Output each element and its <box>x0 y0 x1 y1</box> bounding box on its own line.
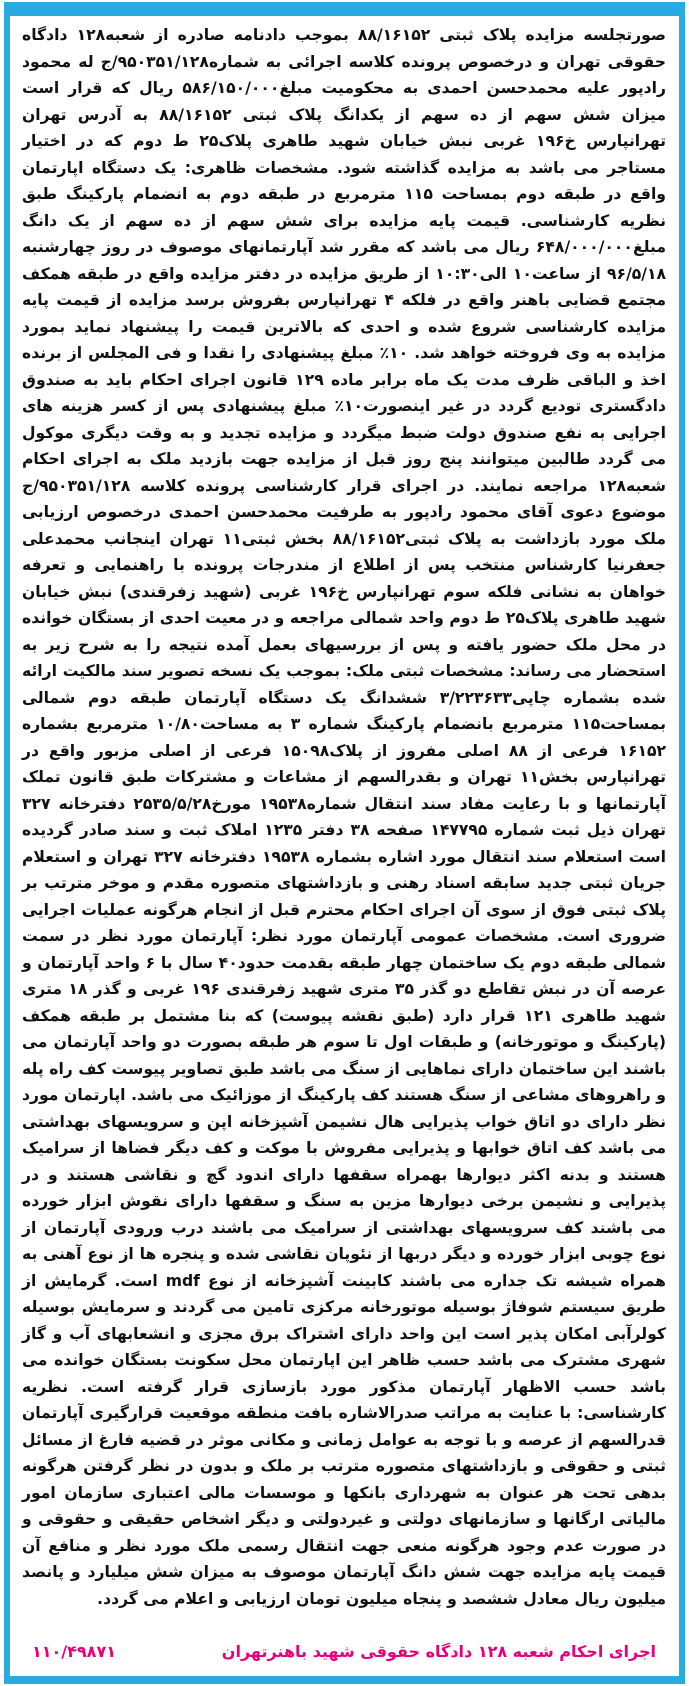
footer-issuer: اجرای احکام شعبه ۱۲۸ دادگاه حقوقی شهید باهنرتهران <box>221 1641 656 1661</box>
notice-footer <box>20 1637 668 1665</box>
auction-notice-body <box>22 22 666 1612</box>
footer-code: ۱۱۰/۴۹۸۷۱ <box>32 1641 116 1661</box>
notice-text: صورتجلسه مزایده پلاک ثبتی ۸۸/۱۶۱۵۲ بموجب دادنامه صادره از شعبه۱۲۸ دادگاه حقوقی تهران و درخصوص پرونده کلاسه اجرائی به شماره۹۵۰۳۵۱/۱۲۸/ج له محمود رادپور علیه محمدحسن احمدی به محکومیت مبلغ۵۸۶/۱۵۰/۰۰۰ ریال که قرار است میزان شش سهم از ده سهم از یکدانگ پلاک ثبتی ۸۸/۱۶۱۵۲ به آدرس تهران تهرانپارس خ۱۹۶ غربی نبش خیابان شهید طاهری پلاک۲۵ ط دوم که در اختیار مستاجر می باشد به مزایده گذاشته شود. مشخصات ظاهری: یک دستگاه اپارتمان واقع در طبقه دوم بمساحت ۱۱۵ مترمربع در طبقه دوم به انضمام پارکینگ طبق نظریه کارشناسی. قیمت پایه مزایده برای شش سهم از ده سهم از یک دانگ مبلغ۶۴۸/۰۰۰/۰۰۰ ریال می باشد که مقرر شد آپارتمانهای موصوف در روز چهارشنبه ۹۶/۵/۱۸ از ساعت۱۰ الی۱۰:۳۰ از طریق مزایده در دفتر مزایده واقع در طبقه همکف مجتمع قضایی باهنر واقع در فلکه ۴ تهرانپارس بفروش برسد مزایده از قیمت پایه مزایده کارشناسی شروع شده و احدی که بالاترین قیمت را پیشنهاد نماید بمورد مزایده به وی فروخته خواهد شد. ۱۰٪ مبلغ پیشنهادی را نقدا و فی المجلس از برنده اخذ و الباقی ظرف مدت یک ماه برابر ماده ۱۲۹ قانون اجرای احکام باید به صندوق دادگستری تودیع گردد در غیر اینصورت۱۰٪ مبلغ پیشنهادی پس از کسر هزینه های اجرایی به نفع صندوق دولت ضبط میگردد و مزایده تجدید و به وقت دیگری موکول می گردد طالبین میتوانند پنج روز قبل از مزایده جهت بازدید ملک به اجرای احکام شعبه۱۲۸ مراجعه نمایند. در اجرای قرار کارشناسی پرونده کلاسه ۹۵۰۳۵۱/۱۲۸/ج موضوع دعوی آقای محمود رادپور به طرفیت محمدحسن احمدی درخصوص ارزیابی ملک مورد بازداشت به پلاک ثبتی۸۸/۱۶۱۵۲ بخش ثبتی۱۱ تهران اینجانب محمدعلی جعفرنیا کارشناس منتخب پس از اطلاع از مندرجات پرونده با راهنمایی و تعرفه خواهان به نشانی فلکه سوم تهرانپارس خ۱۹۶ غربی (شهید زفرقندی) نبش خیابان شهید طاهری پلاک۲۵ ط دوم واحد شمالی مراجعه و در معیت احدی از بستگان خوانده در محل ملک حضور یافته و پس از بررسیهای بعمل آمده نتیجه را به شرح زیر به استحضار می رساند: مشخصات ثبتی ملک: بموجب یک نسخه تصویر سند مالکیت ارائه شده بشماره چاپی۳/۲۲۳۶۳۳ ششدانگ یک دستگاه آپارتمان طبقه دوم شمالی بمساحت۱۱۵ مترمربع بانضمام پارکینگ شماره ۳ به مساحت۱۰/۸۰ مترمربع بشماره ۱۶۱۵۲ فرعی از ۸۸ اصلی مفروز از پلاک۱۵۰۹۸ فرعی از اصلی مزبور واقع در تهرانپارس بخش۱۱ تهران و بقدرالسهم از مشاعات و مشترکات طبق قانون تملک آپارتمانها و با رعایت مفاد سند انتقال شماره۱۹۵۳۸ مورخ۲۵۳۵/۵/۲۸ دفترخانه ۳۲۷ تهران ذیل ثبت شماره ۱۴۷۷۹۵ صفحه ۳۸ دفتر ۱۲۳۵ املاک ثبت و سند صادر گردیده است استعلام سند انتقال مورد اشاره بشماره ۱۹۵۳۸ دفترخانه ۳۲۷ تهران و استعلام جریان ثبتی جدید سابقه اسناد رهنی و بازداشتهای متصوره مقدم و موخر مترتب بر پلاک ثبتی فوق از سوی آن اجرای احکام محترم قبل از انجام هرگونه عملیات اجرایی ضروری است. مشخصات عمومی آپارتمان مورد نظر: آپارتمان مورد نظر در سمت شمالی طبقه دوم یک ساختمان چهار طبقه بقدمت حدود۴۰ سال با ۶ واحد آپارتمان و عرصه آن در نبش تقاطع دو گذر ۳۵ متری شهید زفرقندی ۱۹۶ غربی و گذر ۱۸ متری شهید طاهری ۱۲۱ قرار دارد (طبق نقشه پیوست) که بنا مشتمل بر طبقه همکف (پارکینگ و موتورخانه) و طبقات اول تا سوم هر طبقه بصورت دو واحد آپارتمان می باشند این ساختمان دارای نماهایی از سنگ می باشد طبق تصاویر پیوست کف راه پله و راهروهای مشاعی از سنگ هستند کف پارکینگ از موزائیک می باشد. اپارتمان مورد نظر دارای دو اتاق خواب پذیرایی هال نشیمن آشپزخانه اپن و سرویسهای بهداشتی می باشد کف اتاق خوابها و پذیرایی مفروش با موکت و کف دیگر فضاها از سرامیک هستند و بدنه اکثر دیوارها بهمراه سقفها دارای اندود گچ و نقاشی هستند و در پذیرایی و نشیمن برخی دیوارها مزین به سنگ و سقفها دارای نقوش ابزار خورده می باشند کف سرویسهای بهداشتی از سرامیک می باشند درب ورودی آپارتمان از نوع چوبی ابزار خورده و دیگر دربها از نئوپان نقاشی شده و پنجره ها از نوع آهنی به همراه شیشه تک جداره می باشند کابینت آشپزخانه از نوع mdf است. گرمایش از طریق سیستم شوفاژ بوسیله موتورخانه مرکزی تامین می گردند و سرمایش بوسیله کولرآبی امکان پذیر است این واحد دارای اشتراک برق مجزی و انشعابهای آب و گاز شهری مشترک می باشد حسب ظاهر این اپارتمان محل سکونت بستگان خوانده می باشد حسب الاظهار آپارتمان مذکور مورد بازسازی قرار گرفته است. نظریه کارشناسی: با عنایت به مراتب صدرالاشاره بافت منطقه موقعیت قرارگیری آپارتمان قدرالسهم از عرصه و با توجه به عوامل زمانی و مکانی موثر در قضیه فارغ از مسائل ثبتی و حقوقی و بازداشتهای متصوره مترتب بر ملک و بدون در نظر گرفتن هرگونه بدهی تحت هر عنوان به شهرداری بانکها و موسسات مالی اعتباری سازمان امور مالیاتی ارگانها و سازمانهای دولتی و غیردولتی و دیگر اشخاص حقیقی و حقوقی و در صورت عدم وجود هرگونه منعی جهت انتقال رسمی ملک مورد نظر و منافع آن قیمت پایه مزایده جهت شش دانگ آپارتمان موصوف به میزان شش میلیارد و پانصد میلیون ریال معادل ششصد و پنجاه میلیون تومان ارزیابی و اعلام می گردد. <box>22 26 667 1608</box>
